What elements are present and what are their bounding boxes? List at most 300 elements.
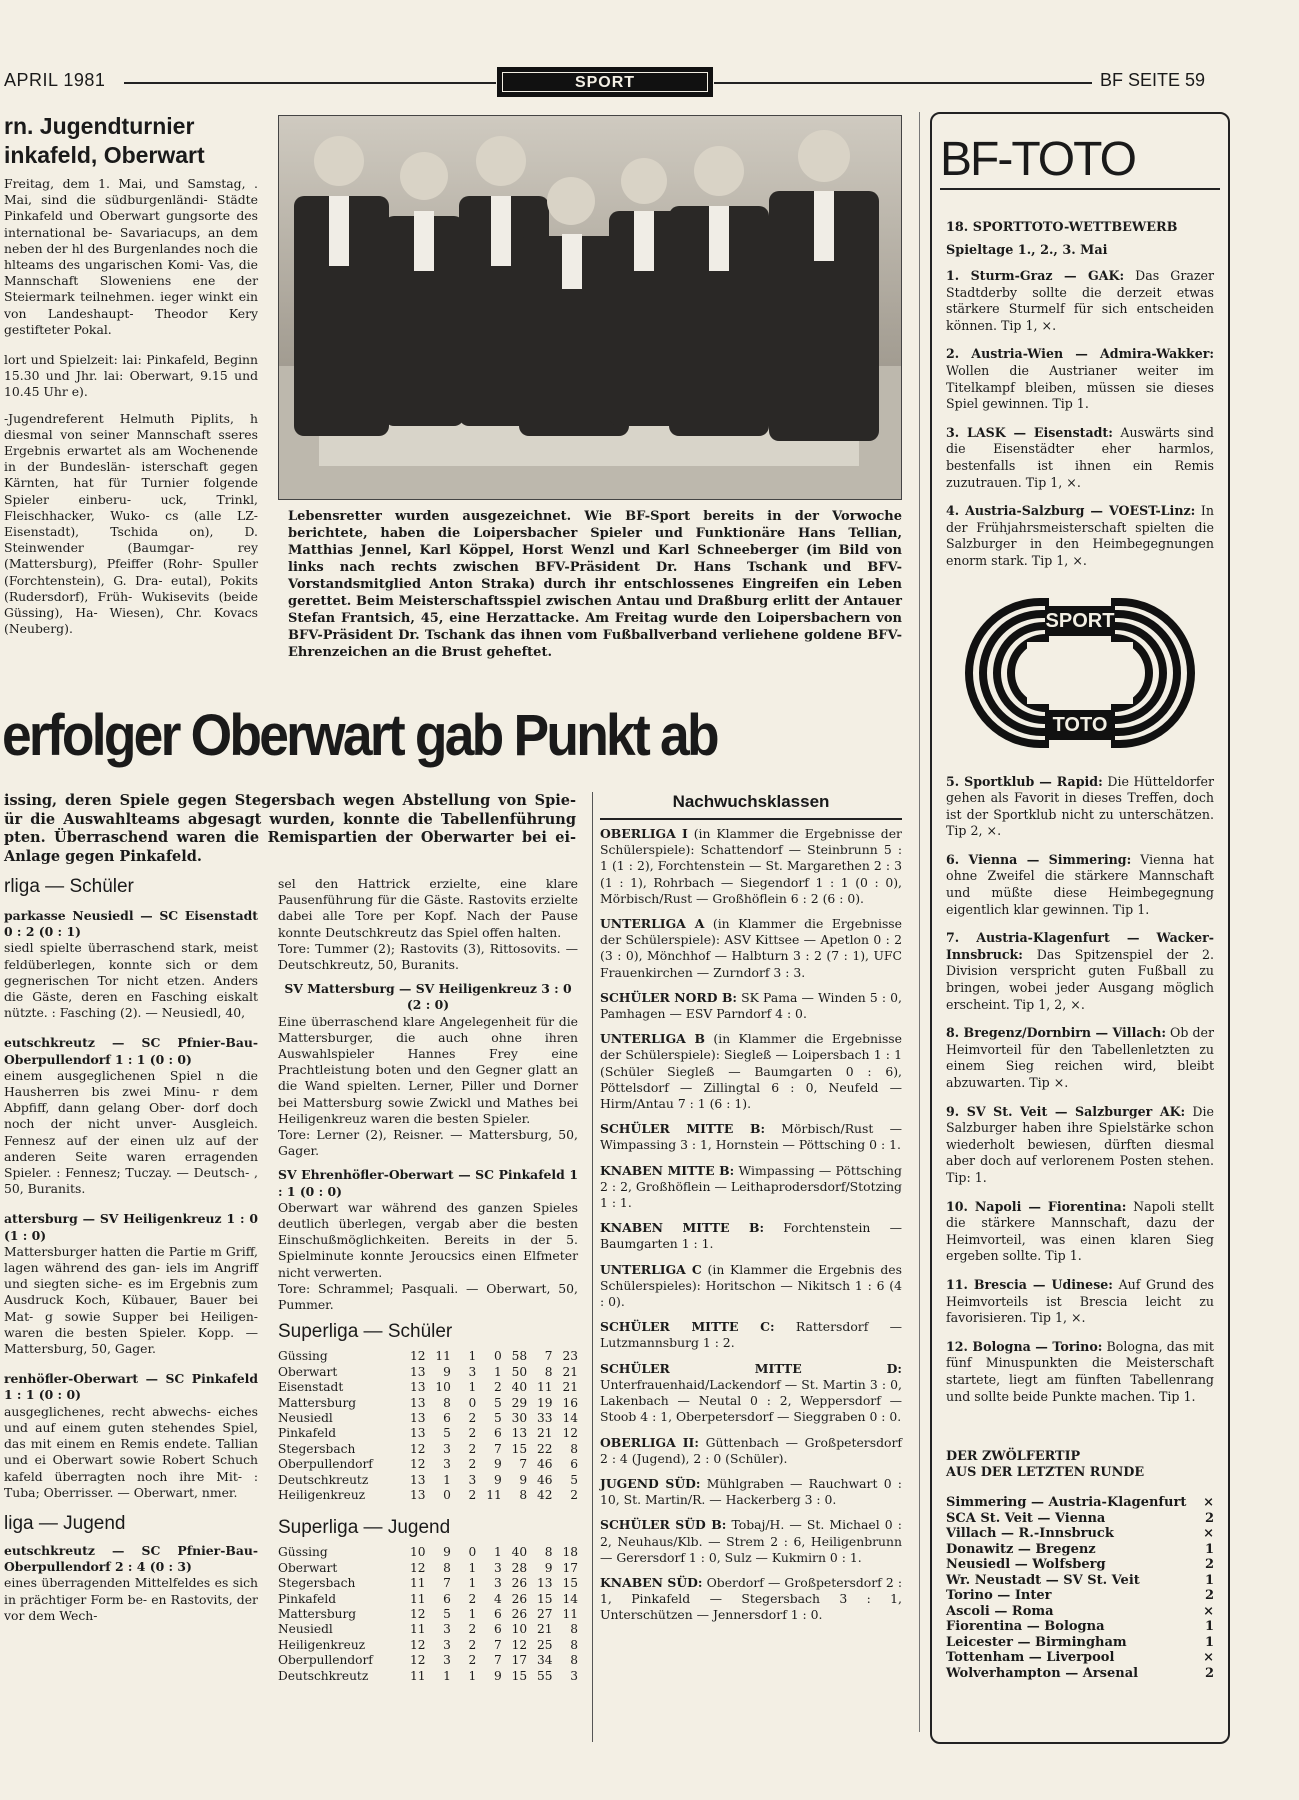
team-name-cell: Stegersbach (278, 1576, 356, 1591)
main-lead: issing, deren Spiele gegen Stegersbach wegen Abstellung von Spie- ür die Auswahlteams abgesagt wurden, konnte die Tabellenführung pten. Überraschend waren die Remispartien der Oberwarter bei ei- Anlage gegen Pinkafeld. (4, 792, 576, 865)
table-row (278, 1426, 578, 1441)
zwoelfer-tip: × (1203, 1650, 1214, 1666)
stat-cell: 3 (443, 1637, 451, 1652)
stat-cell: 13 (409, 1380, 426, 1395)
toto-tip-match: 2. Austria-Wien — Admira-Wakker: (946, 346, 1214, 362)
left-article-title-line1: rn. Jugendturnier (4, 113, 195, 139)
zwoelfer-tip: 1 (1204, 1634, 1214, 1650)
col2-table2-title: Superliga — Jugend (278, 1517, 451, 1539)
result-block (600, 1163, 902, 1212)
result-block-text: Mühlgraben — Rauchwart 0 : 10, St. Martin/R. — Hackerberg 3 : 0. (600, 1475, 902, 1508)
result-block-heading: SCHÜLER NORD B: (600, 989, 738, 1005)
standings-table-jugend (278, 1545, 578, 1684)
zwoelfer-row (946, 1619, 1214, 1635)
result-block (600, 1031, 902, 1112)
zwoelfer-match: Leicester — Birmingham (946, 1634, 1127, 1650)
stat-cell: 3 (468, 1472, 477, 1487)
stat-cell: 3 (443, 1441, 451, 1456)
result-block-text: Wimpassing — Pöttsching 2 : 2, Großhöflein — Leithaprodersdorf/Stotzing 1 : 1. (600, 1162, 902, 1211)
col2-table1-title: Superliga — Schüler (278, 1321, 453, 1343)
stat-cell: 8 (570, 1637, 578, 1652)
stat-cell: 40 (511, 1380, 528, 1395)
result-block-text: Forchtenstein — Baumgarten 1 : 1. (600, 1220, 902, 1252)
toto-tip (946, 503, 1214, 569)
stat-cell: 1 (493, 1364, 502, 1379)
stat-cell: 2 (570, 1487, 578, 1502)
column-3 (600, 792, 902, 1633)
stat-cell: 1 (468, 1349, 477, 1364)
toto-tip (946, 852, 1214, 918)
table-row (278, 1669, 578, 1684)
stat-cell: 0 (493, 1349, 502, 1364)
sport-toto-logo (965, 598, 1195, 748)
zwoelfer-match: Neusiedl — Wolfsberg (946, 1557, 1106, 1573)
col1-game5-title: eutschkreutz — SC Pfnier-Bau-Oberpullendorf 2 : 4 (0 : 3) (4, 1542, 258, 1575)
col1-game5-text: eines überragenden Mittelfeldes es sich in prächtiger Form be- en Rastovits, der vor dem Wech- (4, 1575, 258, 1623)
photo-caption-lead: Lebensretter wurden ausgezeichnet. (288, 509, 572, 524)
zwoelfer-tip: 2 (1204, 1557, 1214, 1573)
column-divider-2 (919, 112, 920, 1732)
team-name-cell: Oberwart (278, 1364, 338, 1379)
zwoelfer-match: Torino — Inter (946, 1588, 1052, 1604)
toto-tip-text: Napoli stellt die stärkere Mannschaft, dazu der Heimvorteil, was einen klaren Sieg ergeben sollte. Tip 1. (946, 1198, 1214, 1264)
left-article-body (4, 176, 258, 637)
stat-cell: 3 (493, 1560, 502, 1575)
table-row (278, 1576, 578, 1591)
photo-caption-text: Wie BF-Sport bereits in der Vorwoche berichtete, haben die Loipersbacher Spieler und Funktionäre Hans Tellian, Matthias Jennel, Karl Köppel, Horst Wenzl und Karl Schneeberger (im Bild von links nach rechts zwischen BFV-Präsident Dr. Hans Tschank und BFV-Vorstandsmitglied Anton Straka) durch ihr entschlossenes Eingreifen ein Leben gerettet. Beim Meisterschaftsspiel zwischen Antau und Draßburg erlitt der Antauer Stefan Frantsich, 45, eine Herzattacke. Am Freitag wurde den Loipersbachern von BFV-Präsident Dr. Tschank das ihnen vom Fußballverband verliehene goldene BFV-Ehrenzeichen an die Brust geheftet. (288, 509, 903, 660)
stat-cell: 3 (570, 1668, 578, 1683)
stat-cell: 11 (409, 1622, 426, 1637)
toto-tip-text: Das Spitzenspiel der 2. Division verspricht guten Fußball zu bringen, wobei jeder Ausgang möglich erscheint. Tip 1, 2, ×. (946, 946, 1214, 1012)
zwoelfer-match: SCA St. Veit — Vienna (946, 1510, 1106, 1526)
team-name-cell: Neusiedl (278, 1410, 333, 1425)
toto-tips-first (946, 268, 1214, 570)
col1-game4-title: renhöfler-Oberwart — SC Pinkafeld 1 : 1 (0 : 0) (4, 1371, 258, 1403)
stat-cell: 58 (511, 1349, 528, 1364)
zwoelfer-tip: 1 (1204, 1541, 1214, 1557)
toto-tip (946, 1025, 1214, 1091)
table-row (278, 1638, 578, 1653)
stat-cell: 11 (537, 1380, 553, 1395)
toto-tip-match: 7. Austria-Klagenfurt — Wacker-Innsbruck: (946, 930, 1214, 962)
stat-cell: 8 (570, 1653, 578, 1668)
stat-cell: 40 (511, 1545, 528, 1560)
team-name-cell: Oberwart (278, 1560, 338, 1575)
stat-cell: 17 (511, 1653, 528, 1668)
stat-cell: 11 (562, 1606, 578, 1621)
result-block-text: Mörbisch/Rust — Wimpassing 3 : 1, Hornstein — Pöttsching 0 : 1. (600, 1121, 902, 1153)
toto-tip (946, 774, 1214, 840)
toto-tip (946, 1199, 1214, 1265)
stat-cell: 15 (537, 1591, 553, 1606)
result-block-text: Rattersdorf — Lutzmannsburg 1 : 2. (600, 1319, 902, 1351)
result-block-text: SK Pama — Winden 5 : 0, Pamhagen — ESV Parndorf 4 : 0. (600, 989, 902, 1022)
left-article-para-3: -Jugendreferent Helmuth Piplits, h diesmal von seiner Mannschaft sseres Ergebnis erwartet als am Wochenende in der Bundeslän- isterschaft gegen Kärnten, hat für Turnier folgende Spieler einberu- uck, Trinkl, Fleischhacker, Wuko- cs (alle LZ-Eisenstadt), Tschida on), D. Steinwender (Baumgar- rey (Mattersburg), Pfeiffer (Rohr- Spuller (Forchtenstein), G. Dra- eutal), Pokits (Rudersdorf), Früh- Wukisevits (beide Güssing), Ha- Wiesen), Chr. Kovacs (Neuberg). (4, 410, 258, 637)
result-block (600, 1435, 902, 1467)
col2-game3-tore: Tore: Schrammel; Pasquali. — Oberwart, 50, Pummer. (278, 1280, 578, 1313)
stat-cell: 6 (443, 1591, 451, 1606)
stat-cell: 21 (562, 1380, 578, 1395)
stat-cell: 3 (443, 1653, 451, 1668)
table-row (278, 1622, 578, 1637)
stat-cell: 15 (562, 1576, 578, 1591)
zwoelfer-match: Wolverhampton — Arsenal (946, 1665, 1139, 1681)
stat-cell: 1 (468, 1560, 477, 1575)
stat-cell: 7 (493, 1637, 502, 1652)
stat-cell: 6 (443, 1410, 451, 1425)
result-block-text: Tobaj/H. — St. Michael 0 : 2, Neuhaus/Klb. — Strem 2 : 6, Heiligenbrunn — Gerersdorf 1 : 0, Sulz — Kukmirn 0 : 1. (600, 1517, 902, 1565)
zwoelfer-tip: 2 (1204, 1665, 1214, 1681)
col2-game2-title: SV Mattersburg — SV Heiligenkreuz 3 : 0 (2 : 0) (284, 981, 572, 1013)
zwoelfer-tip: 1 (1204, 1572, 1214, 1588)
team-name-cell: Deutschkreutz (278, 1472, 369, 1487)
stat-cell: 12 (409, 1637, 426, 1652)
zwoelfer-row (946, 1526, 1214, 1542)
result-block-heading: OBERLIGA I (600, 826, 688, 841)
team-name-cell: Pinkafeld (278, 1591, 337, 1606)
stat-cell: 1 (443, 1668, 451, 1683)
stat-cell: 1 (493, 1545, 502, 1560)
team-name-cell: Güssing (278, 1349, 328, 1364)
result-block-heading: JUGEND SÜD: (600, 1475, 701, 1491)
col1-game1-title: parkasse Neusiedl — SC Eisenstadt 0 : 2 (0 : 1) (4, 908, 258, 940)
stat-cell: 1 (468, 1380, 477, 1395)
team-name-cell: Güssing (278, 1545, 328, 1560)
toto-tip-match: 3. LASK — Eisenstadt: (946, 424, 1113, 440)
zwoelfer-row (946, 1635, 1214, 1651)
col1-game4-text: ausgeglichenes, recht abwechs- eiches und auf einem guten stehendes Spiel, das mit einem en Remis endete. Tallian und ei Oberwart sowie Robert Schuch kafeld überragten noch ihre Mit- : Tuba; Oberrisser. — Oberwart, nmer. (4, 1403, 258, 1500)
team-name-cell: Mattersburg (278, 1606, 357, 1621)
result-block (600, 1361, 902, 1426)
stat-cell: 13 (409, 1364, 426, 1379)
photo-people-illustration (279, 116, 902, 500)
zwoelfer-match: Fiorentina — Bologna (946, 1619, 1105, 1635)
zwoelfer-row (946, 1573, 1214, 1589)
stat-cell: 15 (511, 1668, 528, 1683)
header-section-label: SPORT (502, 72, 708, 92)
stat-cell: 2 (468, 1410, 477, 1425)
col1-game1-text: siedl spielte überraschend stark, meist feldüberlegen, konnte sich or dem gegnerischen Tor nicht etzen. Anders die Gäste, deren en Fasching eiskalt nützte. : Fasching (2). — Neusiedl, 40, (4, 940, 258, 1021)
stat-cell: 1 (468, 1576, 477, 1591)
toto-tip-text: In der Frühjahrsmeisterschaft spielten die Salzburger in den Heimbegegnungen enorm stark. Tip 1, ×. (946, 503, 1214, 568)
col2-para1-tore: Tore: Tummer (2); Rastovits (3), Rittosovits. — Deutschkreutz, 50, Buranits. (278, 940, 578, 973)
stat-cell: 13 (511, 1426, 528, 1441)
stat-cell: 42 (537, 1487, 553, 1502)
team-name-cell: Oberpullendorf (278, 1457, 373, 1472)
stat-cell: 9 (493, 1668, 502, 1683)
stat-cell: 21 (537, 1426, 553, 1441)
col2-para1: sel den Hattrick erzielte, eine klare Pausenführung für die Gäste. Rastovits erzielte dabei alle Tore per Kopf. Nach der Pause konnte Deutschkreutz das Spiel offen halten. (278, 876, 578, 940)
stat-cell: 16 (562, 1395, 578, 1410)
table-row (278, 1396, 578, 1411)
stat-cell: 15 (511, 1441, 528, 1456)
stat-cell: 4 (493, 1591, 502, 1606)
stat-cell: 17 (562, 1560, 578, 1575)
stat-cell: 11 (409, 1668, 426, 1683)
result-block-heading: SCHÜLER MITTE B: (600, 1121, 766, 1137)
toto-tips-second (946, 774, 1214, 1406)
stat-cell: 2 (468, 1426, 477, 1441)
zwoelfer-title (946, 1449, 1214, 1481)
sport-toto-logo-top: SPORT (1045, 609, 1115, 632)
result-block-heading: UNTERLIGA C (600, 1261, 702, 1277)
result-block-text: Oberdorf — Großpetersdorf 2 : 1, Pinkafeld — Stegersbach 3 : 1, Unterschützen — Jennersdorf 1 : 0. (600, 1574, 902, 1623)
stat-cell: 2 (468, 1653, 477, 1668)
stat-cell: 8 (544, 1545, 553, 1560)
zwoelfer-row (946, 1604, 1214, 1620)
stat-cell: 6 (493, 1606, 502, 1621)
stat-cell: 25 (537, 1637, 553, 1652)
stat-cell: 5 (443, 1606, 451, 1621)
toto-tip-text: Die Salzburger haben ihre Spielstärke schon wiederholt bewiesen, dürften diesmal aber doch auf verlorenem Posten stehen. Tip: 1. (946, 1103, 1214, 1185)
team-name-cell: Pinkafeld (278, 1426, 337, 1441)
column-1 (4, 876, 258, 1624)
toto-tip-text: Das Grazer Stadtderby sollte die derzeit etwas stärkere Sturmelf für sich entscheiden können. Tip 1, ×. (946, 268, 1214, 333)
stat-cell: 13 (409, 1410, 426, 1425)
col1-game3-text: Mattersburger hatten die Partie m Griff, lagen während des gan- iels im Angriff und siegten siche- es im Ergebnis zum Ausdruck Koch, Kübauer, Bauer bei Mat- g sowie Supper bei Heiligen- waren die besten Spieler. Kopp. — Mattersburg, 50, Gager. (4, 1243, 258, 1357)
column-2 (278, 876, 578, 1684)
stat-cell: 46 (537, 1472, 553, 1487)
zwoelfer-match: Tottenham — Liverpool (946, 1650, 1115, 1666)
table-row (278, 1545, 578, 1560)
stat-cell: 34 (537, 1653, 553, 1668)
stat-cell: 2 (468, 1441, 477, 1456)
zwoelfer-row (946, 1495, 1214, 1511)
stat-cell: 3 (493, 1576, 502, 1591)
toto-box (930, 112, 1230, 1744)
stat-cell: 9 (493, 1472, 502, 1487)
stat-cell: 1 (468, 1606, 477, 1621)
stat-cell: 8 (443, 1395, 451, 1410)
stat-cell: 12 (409, 1349, 426, 1364)
toto-tip-match: 4. Austria-Salzburg — VOEST-Linz: (946, 503, 1196, 519)
result-block-text: (in Klammer die Ergebnisse der Schülerspiele): Siegleß — Loipersbach 1 : 1 (Schüler Siegleß — Baumgarten 0 : 6), Pöttelsdorf — Zillingtal 6 : 0, Neufeld — Hirm/Antau 7 : 1 (6 : 1). (600, 1031, 902, 1112)
news-photo (278, 115, 902, 500)
stat-cell: 11 (409, 1591, 426, 1606)
result-block (600, 1121, 902, 1153)
result-block (600, 1517, 902, 1566)
toto-tip-text: Vienna hat ohne Zweifel die stärkere Mannschaft und müßte diese Heimbegegnung eigentlich klar gewinnen. Tip 1. (946, 851, 1214, 917)
header-section-banner (497, 67, 713, 97)
result-block (600, 1319, 902, 1351)
stat-cell: 10 (435, 1380, 451, 1395)
stat-cell: 7 (544, 1349, 553, 1364)
col1-section-title: rliga — Schüler (4, 876, 134, 897)
zwoelfer-match: Donawitz — Bregenz (946, 1541, 1096, 1557)
stat-cell: 3 (468, 1364, 477, 1379)
team-name-cell: Deutschkreutz (278, 1668, 369, 1683)
toto-tip-match: 6. Vienna — Simmering: (946, 851, 1132, 867)
stat-cell: 19 (537, 1395, 553, 1410)
table-row (278, 1473, 578, 1488)
stat-cell: 6 (493, 1622, 502, 1637)
toto-tip-text: Bologna, das mit fünf Minuspunkten die Meisterschaft startete, liegt am fünften Tabellenrang und sollte beide Punkte machen. Tip 1. (946, 1338, 1214, 1404)
team-name-cell: Heiligenkreuz (278, 1487, 366, 1502)
stat-cell: 5 (570, 1472, 578, 1487)
col2-game2-tore: Tore: Lerner (2), Reisner. — Mattersburg, 50, Gager. (278, 1127, 578, 1159)
toto-tip-text: Wollen die Austrianer weiter im Titelkampf bleiben, müssen sie dieses Spiel gewinnen. Tip 1. (946, 362, 1214, 412)
stat-cell: 8 (570, 1441, 578, 1456)
zwoelfer-title-line1: DER ZWÖLFERTIP (946, 1449, 1081, 1465)
toto-tip-text: Die Hütteldorfer gehen als Favorit in dieses Treffen, doch ist der Sportklub nicht zu unterschätzen. Tip 2, ×. (946, 773, 1214, 839)
stat-cell: 3 (443, 1622, 451, 1637)
stat-cell: 2 (468, 1487, 477, 1502)
zwoelfer-row (946, 1557, 1214, 1573)
table-row (278, 1561, 578, 1576)
stat-cell: 46 (537, 1457, 553, 1472)
toto-tip-match: 5. Sportklub — Rapid: (946, 773, 1103, 789)
stat-cell: 12 (409, 1606, 426, 1621)
stat-cell: 8 (443, 1560, 451, 1575)
stat-cell: 7 (493, 1653, 502, 1668)
toto-rounds: Spieltage 1., 2., 3. Mai (946, 243, 1108, 258)
stat-cell: 11 (486, 1487, 502, 1502)
toto-tip-match: 1. Sturm-Graz — GAK: (946, 268, 1125, 283)
table-row (278, 1380, 578, 1395)
stat-cell: 26 (511, 1576, 528, 1591)
col3-results-list (600, 826, 902, 1624)
team-name-cell: Neusiedl (278, 1622, 333, 1637)
stat-cell: 26 (511, 1606, 528, 1621)
result-block-heading: KNABEN SÜD: (600, 1574, 703, 1590)
stat-cell: 21 (537, 1622, 553, 1637)
stat-cell: 9 (443, 1364, 451, 1379)
stat-cell: 29 (511, 1395, 528, 1410)
stat-cell: 28 (511, 1560, 528, 1575)
stat-cell: 11 (409, 1576, 426, 1591)
stat-cell: 5 (493, 1395, 502, 1410)
stat-cell: 7 (519, 1457, 528, 1472)
stat-cell: 0 (468, 1395, 477, 1410)
result-block-heading: SCHÜLER MITTE D: (600, 1360, 902, 1376)
col3-title: Nachwuchsklassen (672, 792, 830, 811)
table-row (278, 1365, 578, 1380)
toto-logo: BF-TOTO (940, 132, 1220, 190)
stat-cell: 10 (409, 1545, 426, 1560)
toto-tip (946, 1339, 1214, 1405)
result-block-heading: KNABEN MITTE B: (600, 1220, 765, 1236)
left-article-para-2: lort und Spielzeit: lai: Pinkafeld, Beginn 15.30 und Jhr. lai: Oberwart, 9.15 und 10.45 Uhr e). (4, 352, 258, 400)
result-block-heading: SCHÜLER MITTE C: (600, 1319, 775, 1335)
stat-cell: 23 (562, 1349, 578, 1364)
toto-tip-text: Auf Grund des Heimvorteils ist Brescia leicht zu favorisieren. Tip 1, ×. (946, 1276, 1214, 1326)
result-block-heading: UNTERLIGA A (600, 916, 705, 932)
result-block-text: Unterfrauenhaid/Lackendorf — St. Martin 3 : 0, Lakenbach — Neutal 0 : 2, Weppersdorf — Stoob 4 : 1, Oberpetersdorf — Sieggraben 0 : 0. (600, 1376, 902, 1425)
standings-table-schueler (278, 1349, 578, 1503)
toto-competition: 18. SPORTTOTO-WETTBEWERB (946, 220, 1178, 235)
stat-cell: 1 (468, 1668, 477, 1683)
stat-cell: 13 (537, 1576, 553, 1591)
stat-cell: 9 (493, 1457, 502, 1472)
result-block (600, 1575, 902, 1624)
table-row (278, 1442, 578, 1457)
zwoelfer-tip: 2 (1204, 1588, 1214, 1604)
stat-cell: 13 (409, 1487, 426, 1502)
stat-cell: 3 (443, 1457, 451, 1472)
stat-cell: 13 (409, 1395, 426, 1410)
header-rule-right (714, 82, 1092, 84)
stat-cell: 21 (562, 1364, 578, 1379)
result-block (600, 916, 902, 981)
main-headline: erfolger Oberwart gab Punkt ab (2, 703, 717, 768)
zwoelfer-list (946, 1495, 1214, 1681)
col1-game2-title: eutschkreutz — SC Pfnier-Bau-Oberpullendorf 1 : 1 (0 : 0) (4, 1035, 258, 1067)
header-date: APRIL 1981 (4, 70, 106, 90)
zwoelfer-row (946, 1588, 1214, 1604)
stat-cell: 2 (468, 1457, 477, 1472)
zwoelfer-title-line2: AUS DER LETZTEN RUNDE (946, 1465, 1145, 1481)
stat-cell: 18 (562, 1545, 578, 1560)
left-article-title-line2: inkafeld, Oberwart (4, 142, 205, 168)
team-name-cell: Heiligenkreuz (278, 1637, 366, 1652)
stat-cell: 9 (544, 1560, 553, 1575)
zwoelfer-match: Simmering — Austria-Klagenfurt (946, 1495, 1187, 1511)
toto-tip (946, 1277, 1214, 1327)
result-block-text: Güttenbach — Großpetersdorf 2 : 4 (Jugend), 2 : 0 (Schüler). (600, 1434, 902, 1466)
stat-cell: 22 (537, 1441, 553, 1456)
table-row (278, 1653, 578, 1668)
stat-cell: 11 (435, 1349, 451, 1364)
col2-game2-text: Eine überraschend klare Angelegenheit für die Mattersburger, die auch ohne ihren Auswahlspieler Hannes Frey eine Prachtleistung boten und den Gegner glatt an die Wand spielten. Lerner, Piller und Dorner bei Mattersburg sowie Zwickl und Mathes bei Heiligenkreuz waren die besten Spieler. (278, 1013, 578, 1126)
zwoelfer-tip: × (1203, 1495, 1214, 1511)
stat-cell: 8 (544, 1364, 553, 1379)
stat-cell: 14 (562, 1591, 578, 1606)
result-block (600, 1220, 902, 1252)
stat-cell: 7 (493, 1441, 502, 1456)
result-block (600, 1476, 902, 1508)
stat-cell: 50 (511, 1364, 528, 1379)
toto-tip (946, 1104, 1214, 1187)
table-row (278, 1607, 578, 1622)
zwoelfer-tip: 2 (1204, 1510, 1214, 1526)
stat-cell: 55 (537, 1668, 553, 1683)
result-block-heading: UNTERLIGA B (600, 1031, 706, 1047)
stat-cell: 8 (570, 1622, 578, 1637)
result-block-text: (in Klammer die Ergebnisse der Schülerspiele): Schattendorf — Steinbrunn 5 : 1 (1 : 2), Forchtenstein — St. Margarethen 2 : 3 (1 : 1), Rohrbach — Siegendorf 1 : 1 (0 : 0), Mörbisch/Rust — Großhöflein 6 : 2 (6 : 0). (600, 826, 902, 906)
zwoelfer-tip: 1 (1204, 1619, 1214, 1635)
stat-cell: 26 (511, 1591, 528, 1606)
stat-cell: 0 (443, 1487, 451, 1502)
stat-cell: 12 (409, 1560, 426, 1575)
header-page-number: BF SEITE 59 (1100, 70, 1206, 90)
stat-cell: 12 (511, 1637, 528, 1652)
result-block-text: (in Klammer die Ergebnisse der Schülerspiele): ASV Kittsee — Apetlon 0 : 2 (3 : 0), Mönchhof — Halbturn 3 : 2 (7 : 1), UFC Frauenkirchen — Zurndorf 3 : 3. (600, 916, 902, 980)
stat-cell: 30 (511, 1410, 528, 1425)
stat-cell: 12 (409, 1653, 426, 1668)
sport-toto-logo-bottom: TOTO (1052, 713, 1108, 736)
stat-cell: 6 (493, 1426, 502, 1441)
result-block-heading: SCHÜLER SÜD B: (600, 1517, 727, 1533)
result-block (600, 990, 902, 1022)
table-row (278, 1411, 578, 1426)
toto-tip (946, 930, 1214, 1013)
team-name-cell: Oberpullendorf (278, 1653, 373, 1668)
col2-game3-text: Oberwart war während des ganzen Spieles deutlich überlegen, vergab aber die besten Einschußmöglichkeiten. Bereits in der 5. Spielminute konnte Jeroucsics einen Elfmeter nicht verwerten. (278, 1199, 578, 1280)
photo-caption (288, 508, 902, 661)
stat-cell: 6 (570, 1457, 578, 1472)
table-row (278, 1488, 578, 1503)
zwoelfer-row (946, 1650, 1214, 1666)
col2-game3-title: SV Ehrenhöfler-Oberwart — SC Pinkafeld 1 : 1 (0 : 0) (278, 1167, 578, 1199)
col1-game3-title: attersburg — SV Heiligenkreuz 1 : 0 (1 : 0) (4, 1211, 258, 1243)
toto-tip-match: 12. Bologna — Torino: (946, 1338, 1103, 1354)
toto-tip (946, 346, 1214, 412)
col1-game2-text: einem ausgeglichenen Spiel n die Hausherren bis zwei Minu- r dem Abpfiff, dann gelang Ober- dorf doch noch der nicht unver- Ausgleich. Fennesz auf der einen ulz auf der anderen Seite waren erragenden Spieler. : Fennesz; Tuczay. — Deutsch- , 50, Buranits. (4, 1067, 258, 1197)
toto-tip-text: Ob der Heimvorteil für den Tabellenletzten zu einem Sieg reichen wird, bleibt abzuwarten. Tip ×. (946, 1025, 1214, 1090)
stat-cell: 27 (537, 1606, 553, 1621)
col1-section2-title: liga — Jugend (4, 1512, 126, 1534)
result-block-heading: OBERLIGA II: (600, 1434, 699, 1450)
